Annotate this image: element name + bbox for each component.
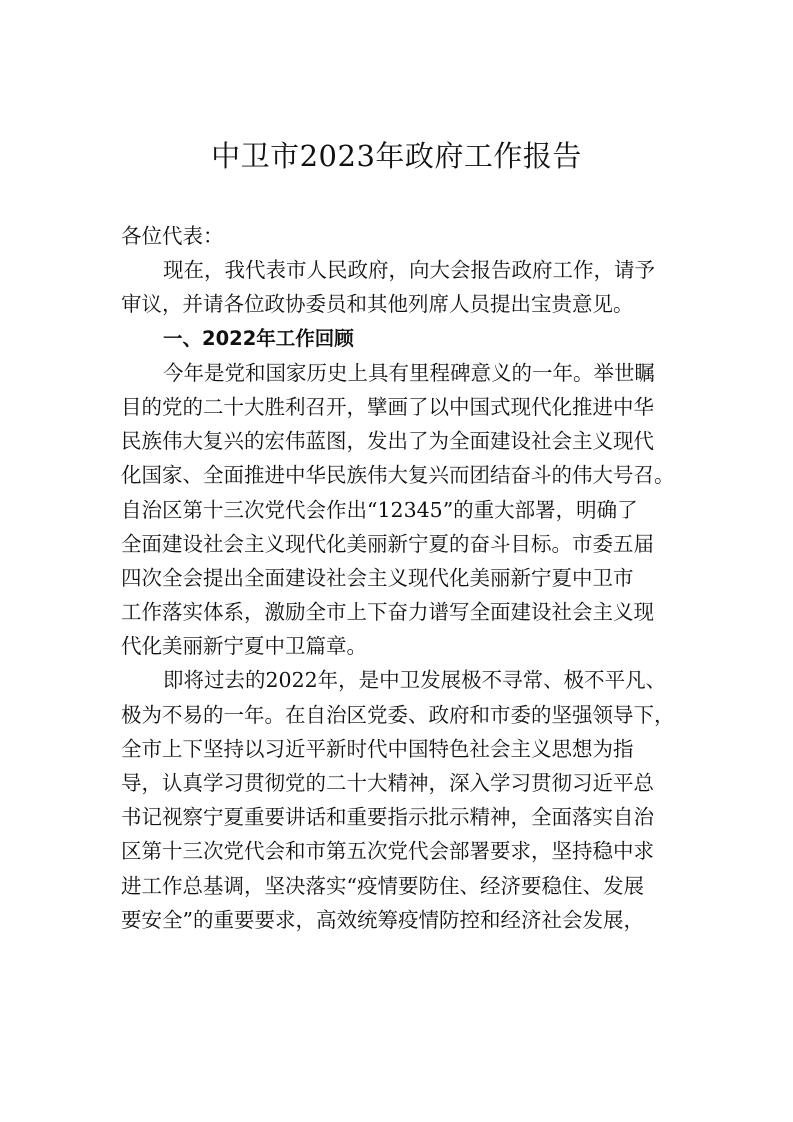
paragraph-line: 化国家、全面推进中华民族伟大复兴而团结奋斗的伟大号召。 bbox=[121, 463, 675, 488]
paragraph-line: 要安全”的重要要求，高效统筹疫情防控和经济社会发展， bbox=[121, 907, 644, 932]
paragraph-line: 区第十三次党代会和市第五次党代会部署要求，坚持稳中求 bbox=[121, 839, 654, 864]
document-title: 中卫市2023年政府工作报告 bbox=[211, 139, 582, 173]
paragraph-line: 代化美丽新宁夏中卫篇章。 bbox=[121, 634, 367, 659]
paragraph-line: 书记视察宁夏重要讲话和重要指示批示精神，全面落实自治 bbox=[121, 805, 654, 830]
paragraph-line: 自治区第十三次党代会作出“12345”的重大部署，明确了 bbox=[121, 497, 638, 522]
paragraph-line: 全面建设社会主义现代化美丽新宁夏的奋斗目标。市委五届 bbox=[121, 531, 654, 556]
paragraph-line: 民族伟大复兴的宏伟蓝图，发出了为全面建设社会主义现代 bbox=[121, 429, 654, 454]
paragraph-line: 目的党的二十大胜利召开，擘画了以中国式现代化推进中华 bbox=[121, 394, 654, 419]
paragraph-line: 导，认真学习贯彻党的二十大精神，深入学习贯彻习近平总 bbox=[121, 771, 654, 795]
paragraph-line: 工作落实体系，激励全市上下奋力谱写全面建设社会主义现 bbox=[121, 600, 654, 625]
section-heading: 一、2022年工作回顾 bbox=[163, 326, 354, 350]
document-body bbox=[121, 219, 681, 937]
paragraph-line: 全市上下坚持以习近平新时代中国特色社会主义思想为指 bbox=[121, 736, 634, 761]
paragraph-line: 即将过去的2022年，是中卫发展极不寻常、极不平凡、 bbox=[163, 668, 667, 693]
paragraph-line: 现在，我代表市人民政府，向大会报告政府工作，请予 bbox=[163, 258, 655, 283]
paragraph-line: 审议，并请各位政协委员和其他列席人员提出宝贵意见。 bbox=[121, 292, 634, 317]
paragraph-line: 今年是党和国家历史上具有里程碑意义的一年。举世瞩 bbox=[163, 360, 655, 385]
paragraph-line: 进工作总基调，坚决落实“疫情要防住、经济要稳住、发展 bbox=[121, 873, 644, 898]
salutation: 各位代表： bbox=[121, 224, 224, 248]
paragraph-line: 极为不易的一年。在自治区党委、政府和市委的坚强领导下， bbox=[121, 702, 675, 727]
paragraph-line: 四次全会提出全面建设社会主义现代化美丽新宁夏中卫市 bbox=[121, 565, 634, 590]
